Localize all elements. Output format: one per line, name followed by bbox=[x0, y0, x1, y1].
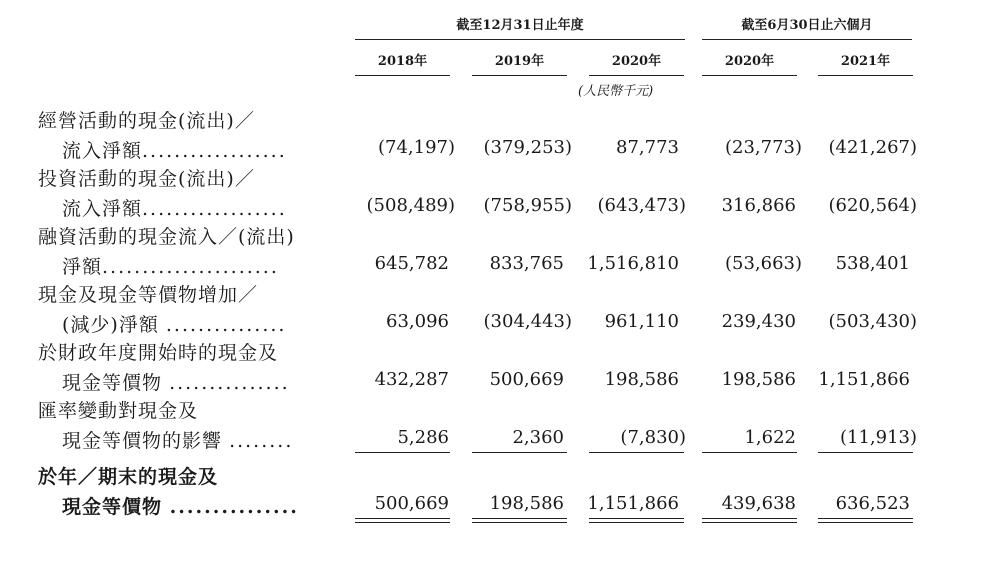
cell-financing-2020: 1,516,810 bbox=[587, 253, 679, 274]
year-header-2021-half: 2021年 bbox=[818, 50, 913, 76]
group-header-year-ended: 截至12月31日止年度 bbox=[355, 14, 685, 40]
leader-dots: ............... bbox=[169, 372, 290, 394]
total-double-rule-2020 bbox=[589, 518, 684, 523]
row-label-text: (減少)淨額 bbox=[62, 314, 159, 336]
leader-dots: ...................... bbox=[102, 256, 279, 278]
cell-fx-effect-2020: (7,830) bbox=[620, 427, 686, 448]
row-label-text: 流入淨額 bbox=[62, 140, 143, 162]
leader-dots: .................. bbox=[142, 140, 287, 162]
cell-operating-2021h: (421,267) bbox=[828, 137, 917, 158]
row-label-closing-cash-line1: 於年／期末的現金及 bbox=[38, 466, 219, 488]
cell-financing-2020h: (53,663) bbox=[724, 253, 802, 274]
cell-opening-cash-2020: 198,586 bbox=[604, 369, 679, 390]
cell-fx-effect-2018: 5,286 bbox=[397, 427, 449, 448]
cell-operating-2018: (74,197) bbox=[377, 137, 455, 158]
cell-net-change-2018: 63,096 bbox=[386, 311, 449, 332]
cell-investing-2021h: (620,564) bbox=[828, 195, 917, 216]
leader-dots: ............... bbox=[169, 496, 299, 518]
cell-opening-cash-2019: 500,669 bbox=[489, 369, 564, 390]
subtotal-rule-2019 bbox=[472, 452, 567, 453]
leader-dots: ............... bbox=[165, 314, 287, 336]
subtotal-rule-2020h bbox=[702, 452, 797, 453]
cell-investing-2020: (643,473) bbox=[597, 195, 686, 216]
total-double-rule-2021h bbox=[818, 518, 913, 523]
cell-closing-cash-2020: 1,151,866 bbox=[587, 493, 679, 514]
leader-dots: ........ bbox=[229, 430, 294, 452]
subtotal-rule-2021h bbox=[818, 452, 913, 453]
cell-closing-cash-2021h: 636,523 bbox=[835, 493, 910, 514]
row-label-text: 現金等價物的影響 bbox=[62, 430, 223, 452]
cell-fx-effect-2019: 2,360 bbox=[512, 427, 564, 448]
cell-net-change-2019: (304,443) bbox=[483, 311, 572, 332]
cell-fx-effect-2020h: 1,622 bbox=[744, 427, 796, 448]
row-label-closing-cash-line2 bbox=[62, 492, 299, 519]
cell-net-change-2021h: (503,430) bbox=[828, 311, 917, 332]
cell-opening-cash-2018: 432,287 bbox=[374, 369, 449, 390]
row-label-investing-line2 bbox=[62, 194, 287, 221]
row-label-operating-line1: 經營活動的現金(流出)／ bbox=[38, 110, 255, 132]
row-label-text: 現金等價物 bbox=[62, 496, 163, 518]
cell-fx-effect-2021h: (11,913) bbox=[839, 427, 917, 448]
cell-operating-2019: (379,253) bbox=[483, 137, 572, 158]
cell-financing-2018: 645,782 bbox=[374, 253, 449, 274]
subtotal-rule-2018 bbox=[355, 452, 450, 453]
row-label-net-change-line2 bbox=[62, 310, 286, 337]
row-label-fx-effect-line2 bbox=[62, 426, 293, 453]
row-label-financing-line2 bbox=[62, 252, 279, 279]
cell-investing-2018: (508,489) bbox=[366, 195, 455, 216]
total-double-rule-2018 bbox=[355, 518, 450, 523]
subtotal-rule-2020 bbox=[589, 452, 684, 453]
currency-unit-note: (人民幣千元) bbox=[578, 84, 654, 99]
year-header-2020: 2020年 bbox=[589, 50, 684, 76]
leader-dots: .................. bbox=[142, 198, 287, 220]
year-header-2020-half: 2020年 bbox=[702, 50, 797, 76]
total-double-rule-2019 bbox=[472, 518, 567, 523]
row-label-fx-effect-line1: 匯率變動對現金及 bbox=[38, 400, 199, 422]
total-double-rule-2020h bbox=[702, 518, 797, 523]
cell-financing-2021h: 538,401 bbox=[835, 253, 910, 274]
cell-financing-2019: 833,765 bbox=[489, 253, 564, 274]
cell-net-change-2020h: 239,430 bbox=[721, 311, 796, 332]
cell-opening-cash-2021h: 1,151,866 bbox=[818, 369, 910, 390]
row-label-text: 淨額 bbox=[62, 256, 103, 278]
cell-closing-cash-2020h: 439,638 bbox=[721, 493, 796, 514]
cell-investing-2019: (758,955) bbox=[483, 195, 572, 216]
cell-net-change-2020: 961,110 bbox=[604, 311, 679, 332]
cell-operating-2020h: (23,773) bbox=[724, 137, 802, 158]
row-label-text: 流入淨額 bbox=[62, 198, 143, 220]
row-label-investing-line1: 投資活動的現金(流出)／ bbox=[38, 168, 255, 190]
cell-closing-cash-2018: 500,669 bbox=[374, 493, 449, 514]
year-header-2019: 2019年 bbox=[472, 50, 567, 76]
group-header-six-months: 截至6月30日止六個月 bbox=[702, 14, 912, 40]
cell-opening-cash-2020h: 198,586 bbox=[721, 369, 796, 390]
row-label-text: 現金等價物 bbox=[62, 372, 163, 394]
row-label-financing-line1: 融資活動的現金流入／(流出) bbox=[38, 226, 295, 248]
cell-closing-cash-2019: 198,586 bbox=[489, 493, 564, 514]
row-label-opening-cash-line2 bbox=[62, 368, 290, 395]
row-label-net-change-line1: 現金及現金等價物增加／ bbox=[38, 284, 259, 306]
year-header-2018: 2018年 bbox=[355, 50, 450, 76]
row-label-operating-line2 bbox=[62, 136, 287, 163]
cell-investing-2020h: 316,866 bbox=[721, 195, 796, 216]
row-label-opening-cash-line1: 於財政年度開始時的現金及 bbox=[38, 342, 279, 364]
cell-operating-2020: 87,773 bbox=[616, 137, 679, 158]
